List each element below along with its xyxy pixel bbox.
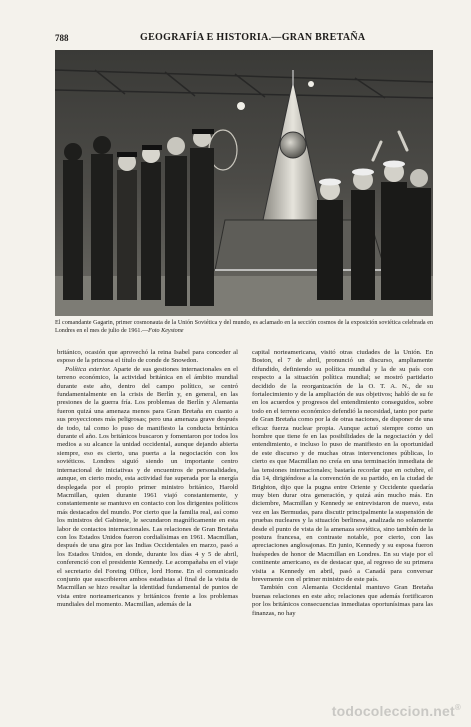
right-column bbox=[252, 349, 433, 671]
registered-mark: ® bbox=[454, 703, 461, 712]
photo-credit: Foto Keystone bbox=[148, 327, 184, 334]
right-paragraph-1: capital norteamericana, visitó otras ciudades de la Unión. En Boston, el 7 de abril, pronunció un discurso, ampliamente difundido, definiendo su política mundial y la de su país con respecto a la situación política mundial; se mostró partidario decidido de la reorganización de la O. T. A. N., de su fortalecimiento y de la ampliación de sus objetivos; habló de su fe en los acuerdos y progresos del entendimiento conseguidos, sobre todo en el terreno económico defendió la necesidad, tanto por parte de Gran Bretaña como por la de otras naciones, de disponer de una eficaz fuerza nuclear propia. Aunque actuó siempre como un hombre que tiene fe en las posibilidades de la negociación y del entendimiento, e incluso lo puso de manifiesto en la oportunidad de este discurso y de muchas otras intervenciones públicas, lo cierto es que Macmillan no creía en una terminación inmediata de las tensiones internacionales; bastaría recordar que en octubre, el día 14, dirigiéndose a la convención de su partido, en la ciudad de Brighton, dijo que la pugna entre Oriente y Occidente quedaría muy bien durar otra generación, y quizá aún mucho más. En diciembre, Macmillan y Kennedy se entrevistaron de nuevo, esta vez en las Bermudas, para discutir principalmente la suspensión de pruebas nucleares y la situación berlinesa, analizada no solamente desde el punto de vista de la amenaza soviética, sino también de la postura francesa, en contraste notable, por cierto, con las apreciaciones anglosajonas. En junio, Kennedy y su esposa fueron huéspedes de honor de Macmillan en Londres. En su viaje por el continente americano, es de destacar que, al regreso de su primera visita a Kennedy en abril, pasó a Canadá para conversar brevemente con el primer ministro de este país. bbox=[252, 349, 433, 583]
watermark-text: todocoleccion.net bbox=[331, 703, 455, 719]
left-paragraph-2-text: Aparte de sus gestiones internacionales en el terreno económico, la actividad británica en el ámbito mundial durante este año, dentro del campo político, se centró fundamentalmente en la crisis de Berlín y, en general, en las presiones de la guerra fría. Los problemas de Berlín y Alemania fueron quizá una amenaza menos para Gran Bretaña en cuanto a sus proyecciones más peligrosas; pero una amenaza grave después de todo, tal como lo puso de manifiesto la conducta británica durante el año. Los británicos buscaron y fomentaron por todos los medios a su alcance la unidad occidental, aunque dejando abierta siempre, eso es cierto, una puerta a la negociación con los soviéticos. Londres siguió siendo un importante centro internacional de iniciativas y de encuentros de personalidades, aunque, en cierto modo, esta actividad fue superada por la energía desplegada por el propio primer ministro británico, Harold Macmillan, quien durante 1961 viajó constantemente, y constantemente se mantuvo en contacto con los dirigentes políticos más destacados del mundo. Por cierto que la familia real, así como los ministros del Gabinete, le secundaron magníficamente en esta labor de contactos internacionales. Las relaciones de Gran Bretaña con los Estados Unidos fueron cordialísimas en 1961. Macmillan, después de una gira por las Indias Occidentales en marzo, pasó a los Estados Unidos, en donde, durante los días 4 y 5 de abril, conferenció con el presidente Kennedy. Le acompañaba en el viaje el secretario del Foreing Office, lord Home. En el comunicado conjunto que suscribieron ambos estadistas al final de la visita de Macmillan se hizo resaltar la identidad fundamental de puntos de vista entre norteamericanos y británicos frente a los problemas mundiales del momento. Macmillan, además de la bbox=[57, 365, 238, 609]
watermark-logo bbox=[332, 703, 461, 719]
running-head: GEOGRAFÍA E HISTORIA.—GRAN BRETAÑA bbox=[140, 32, 366, 43]
section-heading-politica-exterior: Política exterior. bbox=[65, 365, 111, 373]
photo-illustration bbox=[55, 50, 433, 316]
left-paragraph-2 bbox=[57, 366, 238, 610]
photograph bbox=[55, 50, 433, 316]
caption-text: El comandante Gagarin, primer cosmonauta de la Unión Soviética y del mundo, es aclamado en la sección cosmos de la exposición soviética celebrada en Londres en el mes de julio de 1961.— bbox=[55, 320, 433, 334]
left-column bbox=[57, 349, 238, 671]
photo-caption bbox=[55, 320, 433, 335]
left-paragraph-1: británico, ocasión que aprovechó la reina Isabel para conceder al esposo de la princesa el título de conde de Snowdon. bbox=[57, 349, 238, 365]
right-paragraph-2: También con Alemania Occidental mantuvo Gran Bretaña buenas relaciones en este año; relaciones que además fortificaron por los británicos consecuencias inmediatas oportunísimas para las finanzas, no hay bbox=[252, 584, 433, 617]
page-number: 788 bbox=[55, 33, 69, 43]
